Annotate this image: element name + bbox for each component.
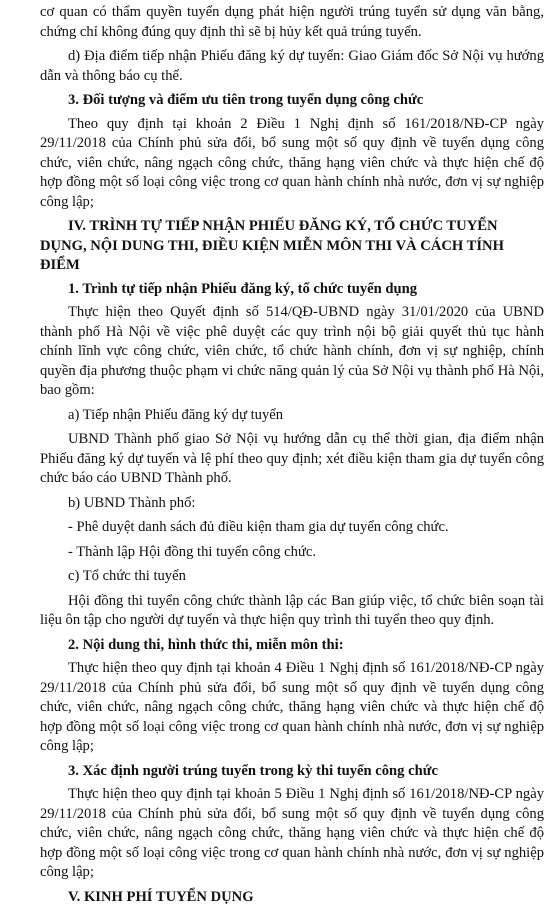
list-item: - Phê duyệt danh sách đủ điều kiện tham gia dự tuyển công chức. — [40, 518, 544, 538]
paragraph-text: Theo quy định tại khoản 2 Điều 1 Nghị định số 161/2018/NĐ-CP ngày 29/11/2018 của Chính phủ sửa đổi, bổ sung một số quy định về tuyển dụng công chức, viên chức, nâng ngạch công chức, thăng hạng viên chức và thực hiện chế độ hợp đồng một số loại công việc trong cơ quan hành chính nhà nước, đơn vị sự nghiệp công lập; — [40, 115, 544, 213]
paragraph-text: Thực hiện theo quy định tại khoản 4 Điều 1 Nghị định số 161/2018/NĐ-CP ngày 29/11/2018 của Chính phủ sửa đổi, bổ sung một số quy định về tuyển dụng công chức, viên chức, nâng ngạch công chức, thăng hạng viên chức và thực hiện chế độ hợp đồng một số loại công việc trong cơ quan hành chính nhà nước, đơn vị sự nghiệp công lập; — [40, 659, 544, 757]
paragraph-text: UBND Thành phố giao Sở Nội vụ hướng dẫn cụ thể thời gian, địa điểm nhận Phiếu đăng ký dự tuyển và lệ phí theo quy định; xét điều kiện tham gia dự tuyển công chức báo cáo UBND Thành phố. — [40, 430, 544, 489]
paragraph-text: Thực hiện theo Quyết định số 514/QĐ-UBND ngày 31/01/2020 của UBND thành phố Hà Nội về việc phê duyệt các quy trình nội bộ giải quyết thủ tục hành chính lĩnh vực công chức, viên chức, tổ chức hành chính, đơn vị sự nghiệp, chính quyền địa phương thuộc phạm vi chức năng quản lý của Sở Nội vụ thành phố Hà Nội, bao gồm: — [40, 303, 544, 401]
section-heading: 3. Đối tượng và điểm ưu tiên trong tuyển dụng công chức — [40, 91, 544, 111]
section-heading: 1. Trình tự tiếp nhận Phiếu đăng ký, tổ chức tuyển dụng — [40, 280, 544, 300]
paragraph-text: a) Tiếp nhận Phiếu đăng ký dự tuyển — [40, 406, 544, 426]
paragraph-text: Hội đồng thi tuyển công chức thành lập các Ban giúp việc, tổ chức biên soạn tài liệu ôn tập cho người dự tuyển và thực hiện quy trình thi tuyển theo quy định. — [40, 592, 544, 631]
paragraph-text: b) UBND Thành phố: — [40, 494, 544, 514]
chapter-heading: IV. TRÌNH TỰ TIẾP NHẬN PHIẾU ĐĂNG KÝ, TỔ CHỨC TUYỂN DỤNG, NỘI DUNG THI, ĐIỀU KIỆN MIỄN MÔN THI VÀ CÁCH TÍNH ĐIỂM — [40, 217, 544, 276]
paragraph-text: d) Địa điểm tiếp nhận Phiếu đăng ký dự tuyển: Giao Giám đốc Sở Nội vụ hướng dẫn và thông báo cụ thể. — [40, 47, 544, 86]
paragraph-text: c) Tổ chức thi tuyển — [40, 567, 544, 587]
section-heading: 2. Nội dung thi, hình thức thi, miễn môn thi: — [40, 636, 544, 656]
list-item: - Thành lập Hội đồng thi tuyển công chức. — [40, 543, 544, 563]
section-heading: 3. Xác định người trúng tuyển trong kỳ thi tuyển công chức — [40, 762, 544, 782]
paragraph-text: cơ quan có thẩm quyền tuyển dụng phát hiện người trúng tuyển sử dụng văn bằng, chứng chỉ không đúng quy định thì sẽ bị hủy kết quả trúng tuyển. — [40, 3, 544, 42]
paragraph-text: Thực hiện theo quy định tại khoản 5 Điều 1 Nghị định số 161/2018/NĐ-CP ngày 29/11/2018 của Chính phủ sửa đổi, bổ sung một số quy định về tuyển dụng công chức, viên chức, nâng ngạch công chức, thăng hạng viên chức và thực hiện chế độ hợp đồng một số loại công việc trong cơ quan hành chính nhà nước, đơn vị sự nghiệp công lập; — [40, 785, 544, 883]
chapter-heading: V. KINH PHÍ TUYỂN DỤNG — [40, 888, 544, 907]
